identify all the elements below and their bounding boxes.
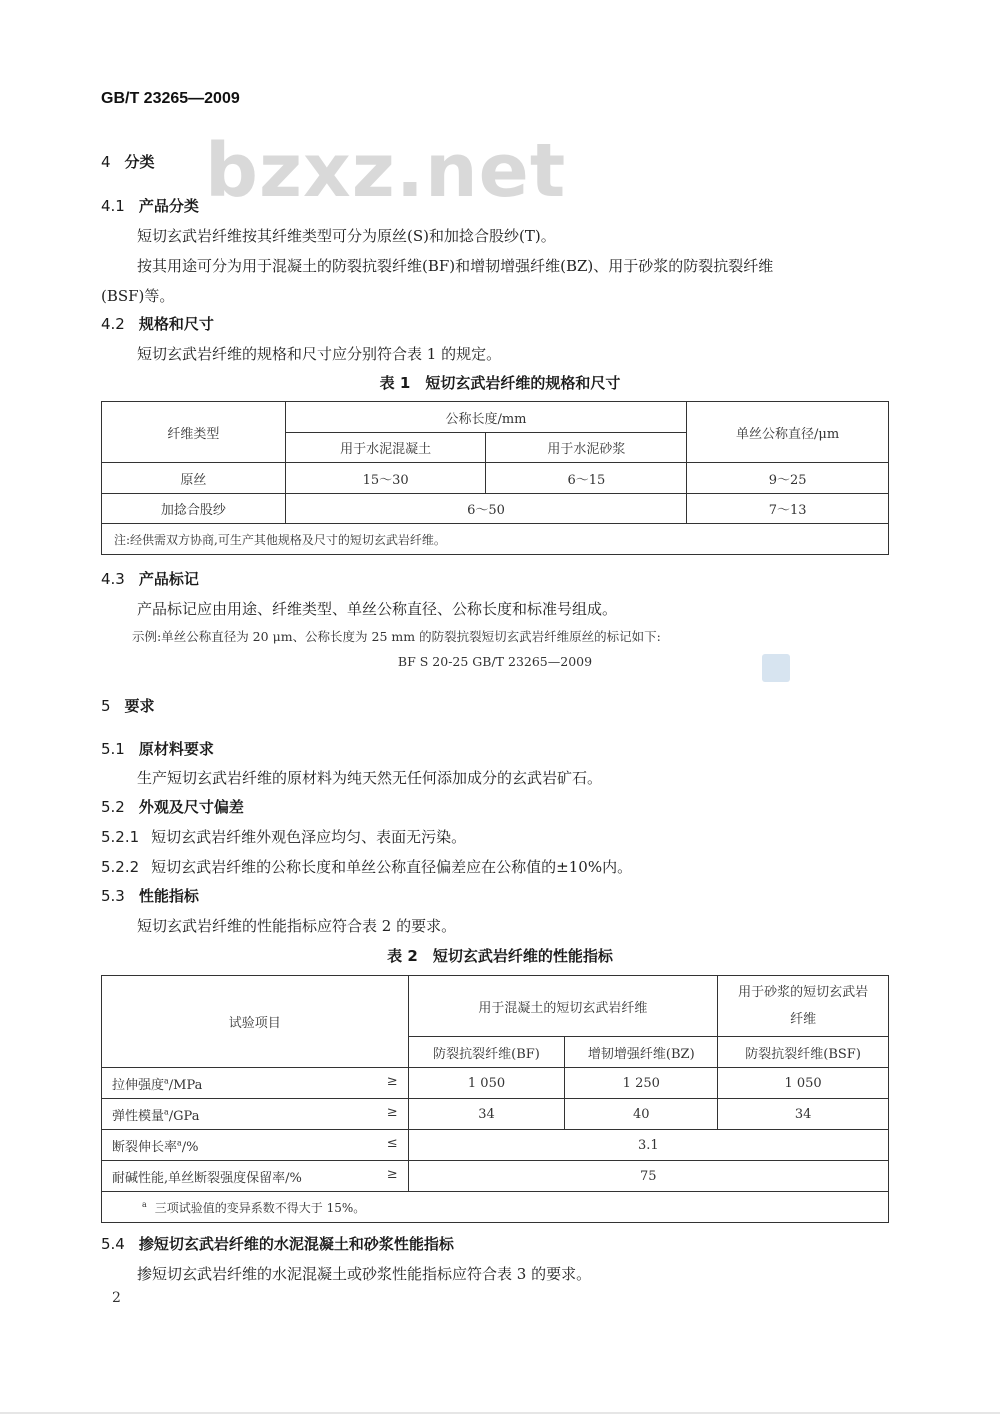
item-unit: /MPa (168, 1077, 203, 1093)
cell-bz: 40 (565, 1099, 718, 1130)
section-5-1-heading (101, 738, 214, 759)
table-row (102, 1068, 889, 1099)
clause-5-2-2 (101, 856, 632, 877)
section-number: 5.3 (101, 887, 125, 905)
clause-number: 5.2.1 (101, 828, 140, 846)
clause-5-2-1 (101, 826, 466, 847)
paragraph: 产品标记应由用途、纤维类型、单丝公称直径、公称长度和标准号组成。 (137, 600, 618, 618)
header-bsf: 防裂抗裂纤维(BSF) (718, 1037, 889, 1068)
footnote-mark: a (142, 1199, 147, 1209)
page-bottom-border (0, 1412, 1000, 1414)
header-mortar-line-1: 用于砂浆的短切玄武岩 (738, 985, 869, 1000)
paragraph: 掺短切玄武岩纤维的水泥混凝土或砂浆性能指标应符合表 3 的要求。 (137, 1265, 592, 1283)
section-title: 规格和尺寸 (138, 315, 214, 333)
watermark-text: bzxz.net (205, 128, 567, 214)
cell-diameter: 7～13 (687, 494, 889, 524)
paragraph: 短切玄武岩纤维按其纤维类型可分为原丝(S)和加捻合股纱(T)。 (137, 227, 556, 245)
section-title: 产品分类 (138, 197, 199, 215)
table-row (102, 1099, 889, 1130)
table-row (102, 1130, 889, 1161)
clause-text: 短切玄武岩纤维的公称长度和单丝公称直径偏差应在公称值的±10%内。 (151, 858, 633, 876)
page-number: 2 (112, 1290, 121, 1306)
cell-all: 3.1 (408, 1130, 888, 1161)
comparison-operator: ≤ (386, 1135, 398, 1151)
section-5-3-heading (101, 885, 199, 906)
cell-concrete: 15～30 (285, 463, 486, 494)
item-name: 拉伸强度 (112, 1077, 165, 1093)
cell-item (102, 1099, 409, 1130)
section-5-4-heading (101, 1233, 454, 1254)
item-name: 耐碱性能,单丝断裂强度保留率/% (112, 1170, 302, 1186)
comparison-operator: ≥ (386, 1073, 398, 1089)
table-1 (101, 401, 889, 555)
header-bz: 增韧增强纤维(BZ) (565, 1037, 718, 1068)
table-row (102, 463, 889, 494)
cell-all: 75 (408, 1161, 888, 1192)
header-diameter: 单丝公称直径/μm (687, 402, 889, 463)
section-title: 外观及尺寸偏差 (138, 798, 244, 816)
paragraph: 按其用途可分为用于混凝土的防裂抗裂纤维(BF)和增韧增强纤维(BZ)、用于砂浆的防裂抗裂纤维 (137, 257, 774, 275)
item-unit: /% (181, 1139, 199, 1155)
section-4-1-heading (101, 195, 199, 216)
marking-example: BF S 20-25 GB/T 23265—2009 (397, 654, 593, 669)
header-test-item: 试验项目 (102, 976, 409, 1068)
section-number: 4.2 (101, 315, 125, 333)
example-text: 示例:单丝公称直径为 20 μm、公称长度为 25 mm 的防裂抗裂短切玄武岩纤维原丝的标记如下: (132, 629, 661, 644)
cell-item (102, 1130, 409, 1161)
section-title: 产品标记 (138, 570, 199, 588)
cell-diameter: 9～25 (687, 463, 889, 494)
footnote-ref: a (164, 1076, 169, 1086)
logo-badge (762, 654, 790, 682)
section-number: 4 (101, 153, 111, 171)
cell-bf: 34 (408, 1099, 565, 1130)
table-2 (101, 975, 889, 1223)
header-mortar: 用于水泥砂浆 (486, 433, 687, 463)
section-4-2-heading (101, 313, 214, 334)
section-number: 4.3 (101, 570, 125, 588)
item-name: 断裂伸长率 (112, 1139, 178, 1155)
cell-type: 原丝 (102, 463, 286, 494)
table-2-caption: 表 2 短切玄武岩纤维的性能指标 (387, 947, 613, 965)
item-unit: /GPa (168, 1108, 200, 1124)
paragraph: 短切玄武岩纤维的规格和尺寸应分别符合表 1 的规定。 (137, 345, 502, 363)
table-footnote (102, 1192, 889, 1223)
section-5-heading (101, 695, 155, 716)
section-title: 分类 (124, 153, 155, 171)
item-name: 弹性模量 (112, 1108, 165, 1124)
cell-length: 6～50 (285, 494, 686, 524)
header-fiber-type: 纤维类型 (102, 402, 286, 463)
header-bf: 防裂抗裂纤维(BF) (408, 1037, 565, 1068)
section-5-2-heading (101, 796, 244, 817)
paragraph: (BSF)等。 (101, 287, 175, 305)
header-concrete-fiber: 用于混凝土的短切玄武岩纤维 (408, 976, 718, 1037)
table-row (102, 1161, 889, 1192)
section-4-3-heading (101, 568, 199, 589)
clause-number: 5.2.2 (101, 858, 140, 876)
section-number: 4.1 (101, 197, 125, 215)
cell-type: 加捻合股纱 (102, 494, 286, 524)
cell-mortar: 6～15 (486, 463, 687, 494)
table-1-caption: 表 1 短切玄武岩纤维的规格和尺寸 (379, 374, 621, 392)
footnote-ref: a (177, 1138, 182, 1148)
section-title: 掺短切玄武岩纤维的水泥混凝土和砂浆性能指标 (138, 1235, 454, 1253)
section-number: 5.1 (101, 740, 125, 758)
cell-item (102, 1068, 409, 1099)
cell-item (102, 1161, 409, 1192)
paragraph: 生产短切玄武岩纤维的原材料为纯天然无任何添加成分的玄武岩矿石。 (137, 769, 603, 787)
header-mortar-fiber (718, 976, 889, 1037)
section-title: 原材料要求 (138, 740, 214, 758)
section-title: 要求 (124, 697, 155, 715)
section-4-heading (101, 151, 155, 172)
cell-bsf: 1 050 (718, 1068, 889, 1099)
standard-number: GB/T 23265—2009 (101, 90, 240, 107)
footnote-ref: a (164, 1107, 169, 1117)
section-number: 5 (101, 697, 111, 715)
header-mortar-line-2: 纤维 (790, 1012, 817, 1027)
section-number: 5.4 (101, 1235, 125, 1253)
clause-text: 短切玄武岩纤维外观色泽应均匀、表面无污染。 (151, 828, 467, 846)
footnote-text: 三项试验值的变异系数不得大于 15%。 (154, 1200, 366, 1215)
cell-bz: 1 250 (565, 1068, 718, 1099)
comparison-operator: ≥ (386, 1166, 398, 1182)
table-row (102, 494, 889, 524)
paragraph: 短切玄武岩纤维的性能指标应符合表 2 的要求。 (137, 917, 457, 935)
section-number: 5.2 (101, 798, 125, 816)
comparison-operator: ≥ (386, 1104, 398, 1120)
cell-bf: 1 050 (408, 1068, 565, 1099)
cell-bsf: 34 (718, 1099, 889, 1130)
header-concrete: 用于水泥混凝土 (285, 433, 486, 463)
table-note: 注:经供需双方协商,可生产其他规格及尺寸的短切玄武岩纤维。 (102, 524, 889, 555)
section-title: 性能指标 (138, 887, 199, 905)
header-nominal-length: 公称长度/mm (285, 402, 686, 433)
